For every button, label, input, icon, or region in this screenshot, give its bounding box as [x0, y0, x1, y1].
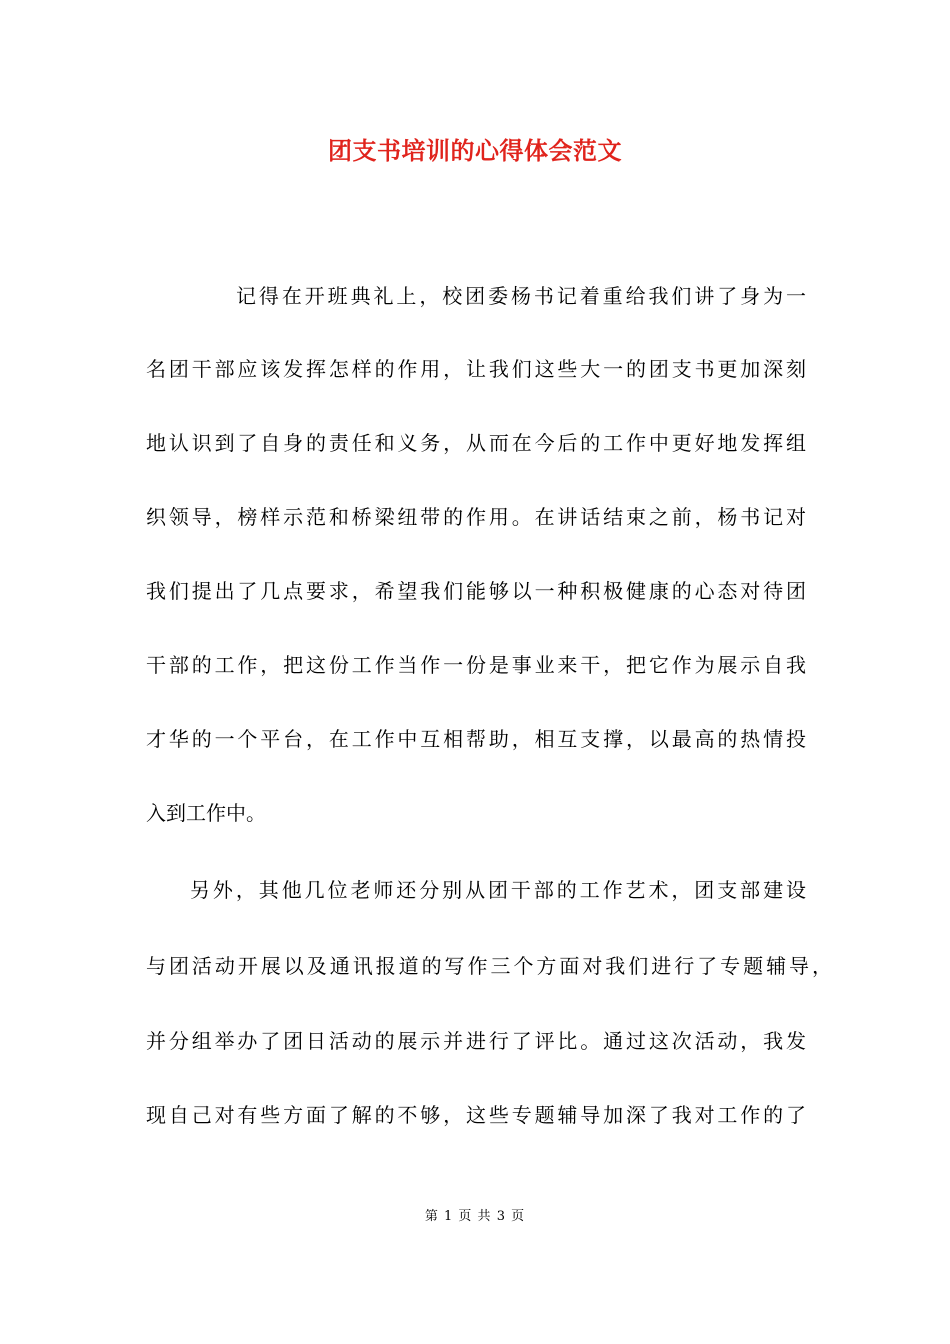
paragraph-1-line-3: 地认识到了自身的责任和义务，从而在今后的工作中更好地发挥组 [146, 431, 806, 455]
paragraph-2-line-2: 与团活动开展以及通讯报道的写作三个方面对我们进行了专题辅导， [146, 954, 832, 978]
paragraph-1-line-6: 干部的工作，把这份工作当作一份是事业来干，把它作为展示自我 [146, 653, 806, 677]
paragraph-1-line-8: 入到工作中。 [146, 801, 266, 825]
page-number-footer: 第 1 页 共 3 页 [424, 1209, 526, 1224]
paragraph-1-line-7: 才华的一个平台，在工作中互相帮助，相互支撑，以最高的热情投 [146, 727, 806, 751]
paragraph-1-line-4: 织领导，榜样示范和桥梁纽带的作用。在讲话结束之前，杨书记对 [146, 505, 806, 529]
paragraph-1-line-2: 名团干部应该发挥怎样的作用，让我们这些大一的团支书更加深刻 [146, 357, 806, 381]
paragraph-2-line-3: 并分组举办了团日活动的展示并进行了评比。通过这次活动，我发 [146, 1029, 806, 1053]
paragraph-2-line-4: 现自己对有些方面了解的不够，这些专题辅导加深了我对工作的了 [146, 1103, 806, 1127]
paragraph-2-line-1: 另外，其他几位老师还分别从团干部的工作艺术，团支部建设 [190, 878, 806, 902]
paragraph-1-line-1: 记得在开班典礼上，校团委杨书记着重给我们讲了身为一 [236, 284, 806, 308]
paragraph-1-line-5: 我们提出了几点要求，希望我们能够以一种积极健康的心态对待团 [146, 579, 806, 603]
document-title: 团支书培训的心得体会范文 [328, 136, 622, 165]
